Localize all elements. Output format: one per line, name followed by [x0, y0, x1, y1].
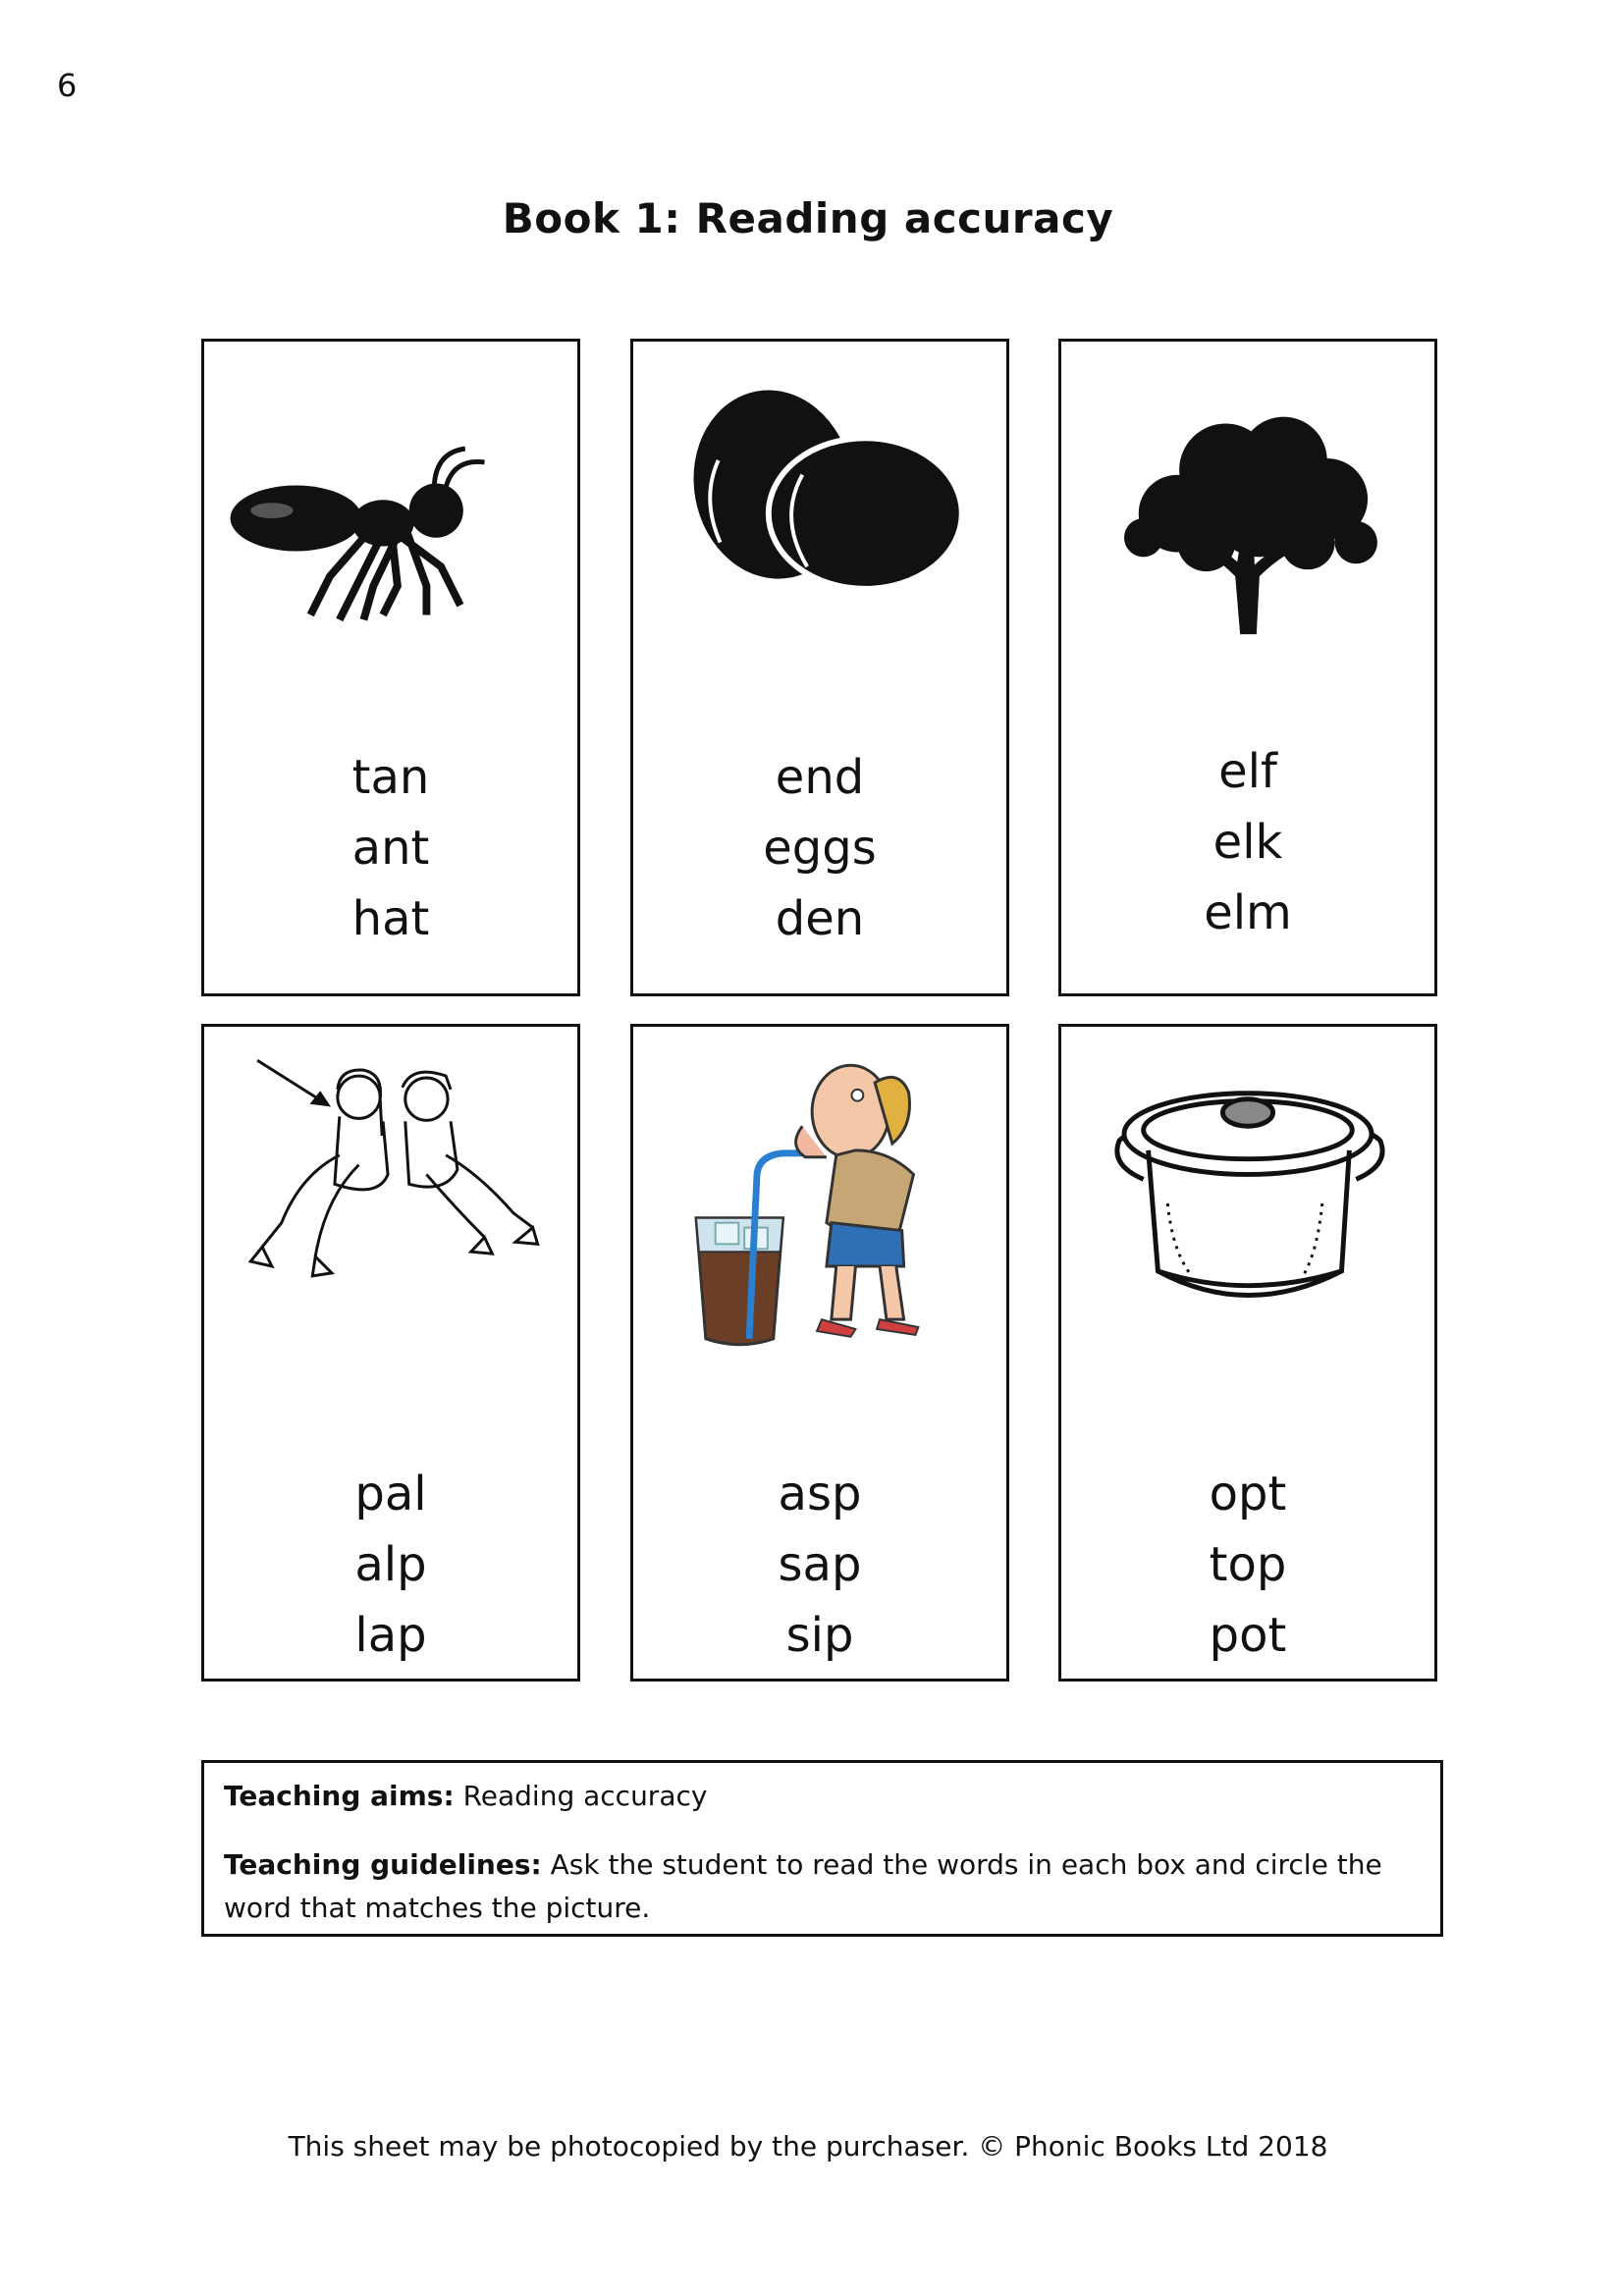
- eggs-icon: [633, 342, 1006, 695]
- pot-icon: [1061, 1027, 1434, 1380]
- word-option[interactable]: asp: [778, 1467, 862, 1522]
- friends-icon: [204, 1027, 577, 1380]
- word-option[interactable]: elf: [1218, 744, 1277, 799]
- teaching-notes-box: [201, 1760, 1443, 1937]
- word-option[interactable]: hat: [351, 891, 430, 946]
- word-option[interactable]: ant: [351, 821, 430, 876]
- card-eggs: [630, 339, 1009, 996]
- tree-icon: [1061, 342, 1434, 695]
- card-tree: [1058, 339, 1437, 996]
- word-option[interactable]: lap: [354, 1608, 427, 1663]
- word-option[interactable]: end: [775, 750, 865, 805]
- ant-icon: [204, 342, 577, 695]
- word-option[interactable]: sap: [778, 1537, 862, 1592]
- word-option[interactable]: top: [1209, 1537, 1287, 1592]
- page-title: Book 1: Reading accuracy: [502, 194, 1114, 242]
- word-option[interactable]: eggs: [763, 821, 877, 876]
- footer-copyright: This sheet may be photocopied by the purchaser. © Phonic Books Ltd 2018: [288, 2130, 1328, 2163]
- card-drink: [630, 1024, 1009, 1682]
- drink-icon: [633, 1027, 1006, 1380]
- card-pot: [1058, 1024, 1437, 1682]
- word-option[interactable]: sip: [785, 1608, 854, 1663]
- aims-label: Teaching aims:: [224, 1780, 455, 1812]
- page-number: 6: [57, 67, 78, 104]
- card-friends: [201, 1024, 580, 1682]
- word-option[interactable]: pot: [1209, 1608, 1287, 1663]
- guidelines-text: Ask the student to read the words in each box and circle the word that matches the picture.: [224, 1848, 1382, 1924]
- word-option[interactable]: den: [775, 891, 865, 946]
- teaching-aims: [224, 1775, 1421, 1818]
- guidelines-label: Teaching guidelines:: [224, 1848, 542, 1881]
- aims-text: Reading accuracy: [462, 1780, 708, 1812]
- word-option[interactable]: tan: [351, 750, 430, 805]
- word-option[interactable]: pal: [354, 1467, 427, 1522]
- card-ant: [201, 339, 580, 996]
- word-option[interactable]: alp: [354, 1537, 427, 1592]
- word-option[interactable]: elk: [1212, 815, 1283, 870]
- word-option[interactable]: opt: [1209, 1467, 1287, 1522]
- teaching-guidelines: [224, 1843, 1421, 1930]
- word-option[interactable]: elm: [1204, 885, 1292, 940]
